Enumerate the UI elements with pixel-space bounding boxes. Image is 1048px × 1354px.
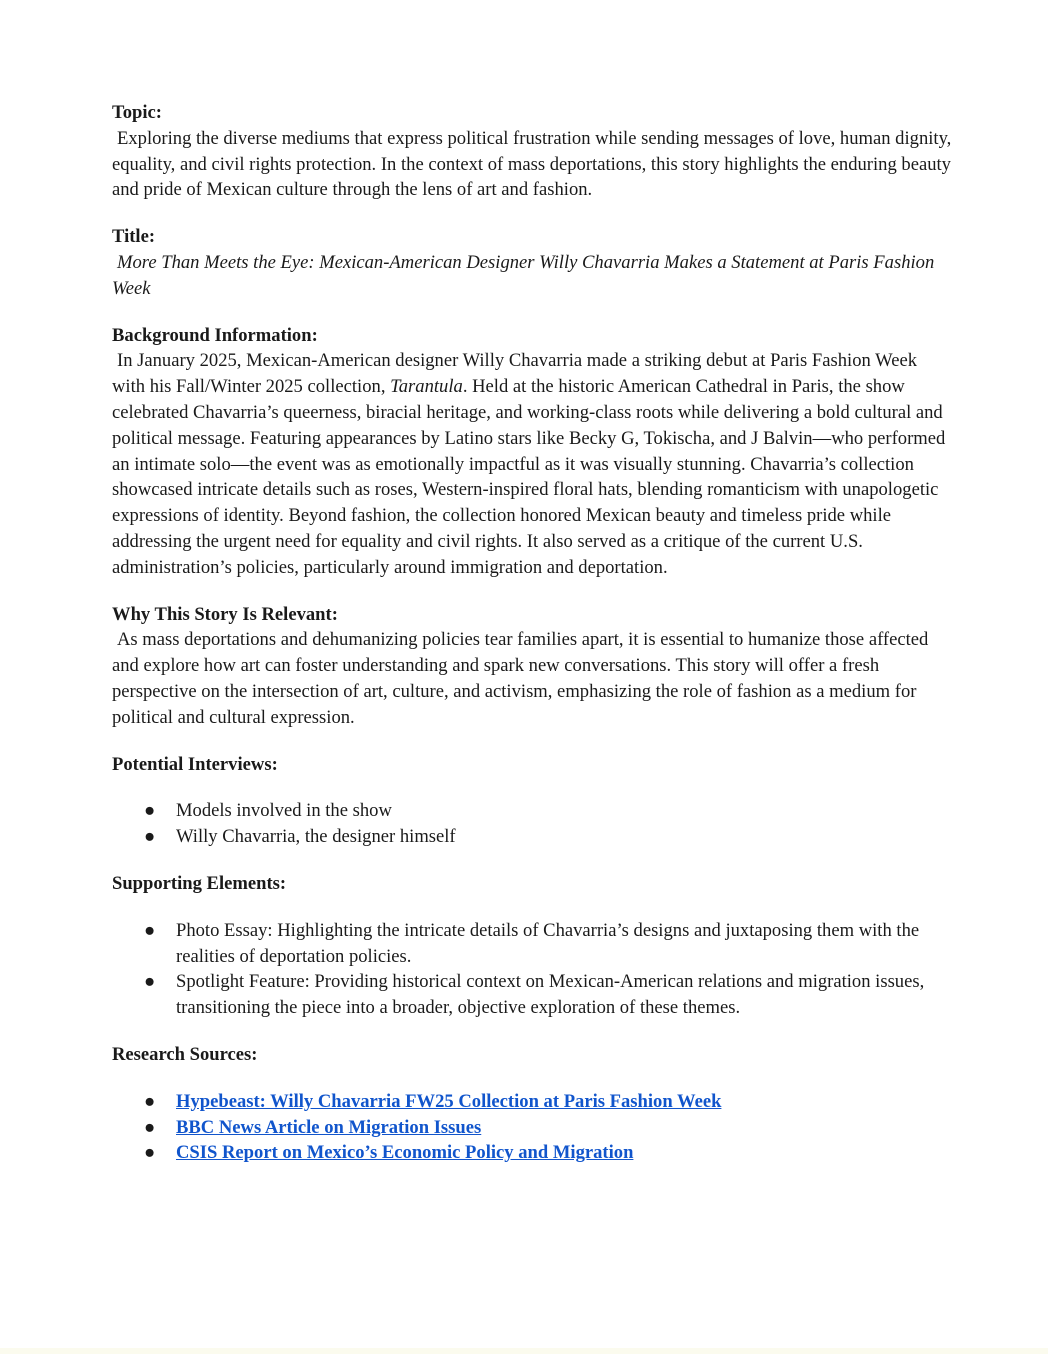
source-link-hypebeast[interactable]: Hypebeast: Willy Chavarria FW25 Collection at Paris Fashion Week [176, 1090, 722, 1112]
collection-name: Tarantula [390, 376, 463, 398]
source-link-csis[interactable]: CSIS Report on Mexico’s Economic Policy and Migration [176, 1142, 634, 1164]
relevance-heading: Why This Story Is Relevant: [112, 603, 338, 625]
source-link-bbc[interactable]: BBC News Article on Migration Issues [176, 1116, 482, 1138]
bullet-icon: ● [144, 826, 156, 848]
bullet-icon: ● [144, 919, 156, 941]
title-section [112, 224, 952, 301]
relevance-text: As mass deportations and dehumanizing policies tear families apart, it is essential to humanize those affected and explore how art can foster understanding and spark new conversations. This story will offer a fresh perspective on the intersection of art, culture, and activism, emphasizing the role of fashion as a medium for political and cultural expression. [112, 629, 929, 728]
list-item: ● Willy Chavarria, the designer himself [112, 824, 952, 850]
background-section [112, 323, 952, 581]
list-item: ● Spotlight Feature: Providing historical context on Mexican-American relations and migration issues, transitioning the piece into a broader, objective exploration of these themes. [144, 971, 925, 1019]
bullet-icon: ● [144, 1116, 156, 1138]
topic-section [112, 100, 952, 203]
page-bottom-strip [0, 1348, 1048, 1354]
bullet-icon: ● [144, 800, 156, 822]
list-item [112, 1089, 952, 1115]
supporting-heading: Supporting Elements: [112, 872, 287, 894]
bullet-icon: ● [144, 1090, 156, 1112]
sources-section [112, 1042, 952, 1166]
title-heading: Title: [112, 226, 156, 248]
interviews-list [112, 798, 952, 850]
relevance-section [112, 602, 952, 731]
background-heading: Background Information: [112, 324, 318, 346]
bullet-icon: ● [144, 1142, 156, 1164]
interviews-section [112, 752, 952, 850]
background-text [112, 348, 952, 580]
supporting-list [112, 918, 952, 1021]
list-item [112, 1140, 952, 1166]
story-title: More Than Meets the Eye: Mexican-American Designer Willy Chavarria Makes a Statement at Paris Fashion Week [112, 251, 935, 299]
bullet-icon: ● [144, 971, 156, 993]
list-item: ● Models involved in the show [112, 798, 952, 824]
list-item: ● Photo Essay: Highlighting the intricate details of Chavarria’s designs and juxtaposing them with the realities of deportation policies. [144, 919, 920, 967]
document-page [112, 100, 952, 1187]
topic-text: Exploring the diverse mediums that express political frustration while sending messages of love, human dignity, equality, and civil rights protection. In the context of mass deportations, this story highlights the enduring beauty and pride of Mexican culture through the lens of art and fashion. [112, 127, 952, 201]
supporting-section [112, 871, 952, 1021]
list-item [112, 1115, 952, 1141]
background-text-part-1: In January 2025, Mexican-American designer Willy Chavarria made a striking debut at Paris Fashion Week with his Fall/Winter 2025 collection, [112, 350, 917, 398]
sources-heading: Research Sources: [112, 1043, 258, 1065]
interviews-heading: Potential Interviews: [112, 753, 278, 775]
topic-heading: Topic: [112, 102, 162, 123]
sources-list [112, 1089, 952, 1166]
background-text-part-2: . Held at the historic American Cathedral in Paris, the show celebrated Chavarria’s queerness, biracial heritage, and working-class roots while delivering a bold cultural and political message. Featuring appearances by Latino stars like Becky G, Tokischa, and J Balvin—who performed an intimate solo—the event was as emotionally impactful as it was visually stunning. Chavarria’s collection showcased intricate details such as roses, Western-inspired floral hats, blending romanticism with unapologetic expressions of identity. Beyond fashion, the collection honored Mexican beauty and timeless pride while addressing the urgent need for equality and civil rights. It also served as a critique of the current U.S. administration’s policies, particularly around immigration and deportation. [112, 376, 946, 578]
